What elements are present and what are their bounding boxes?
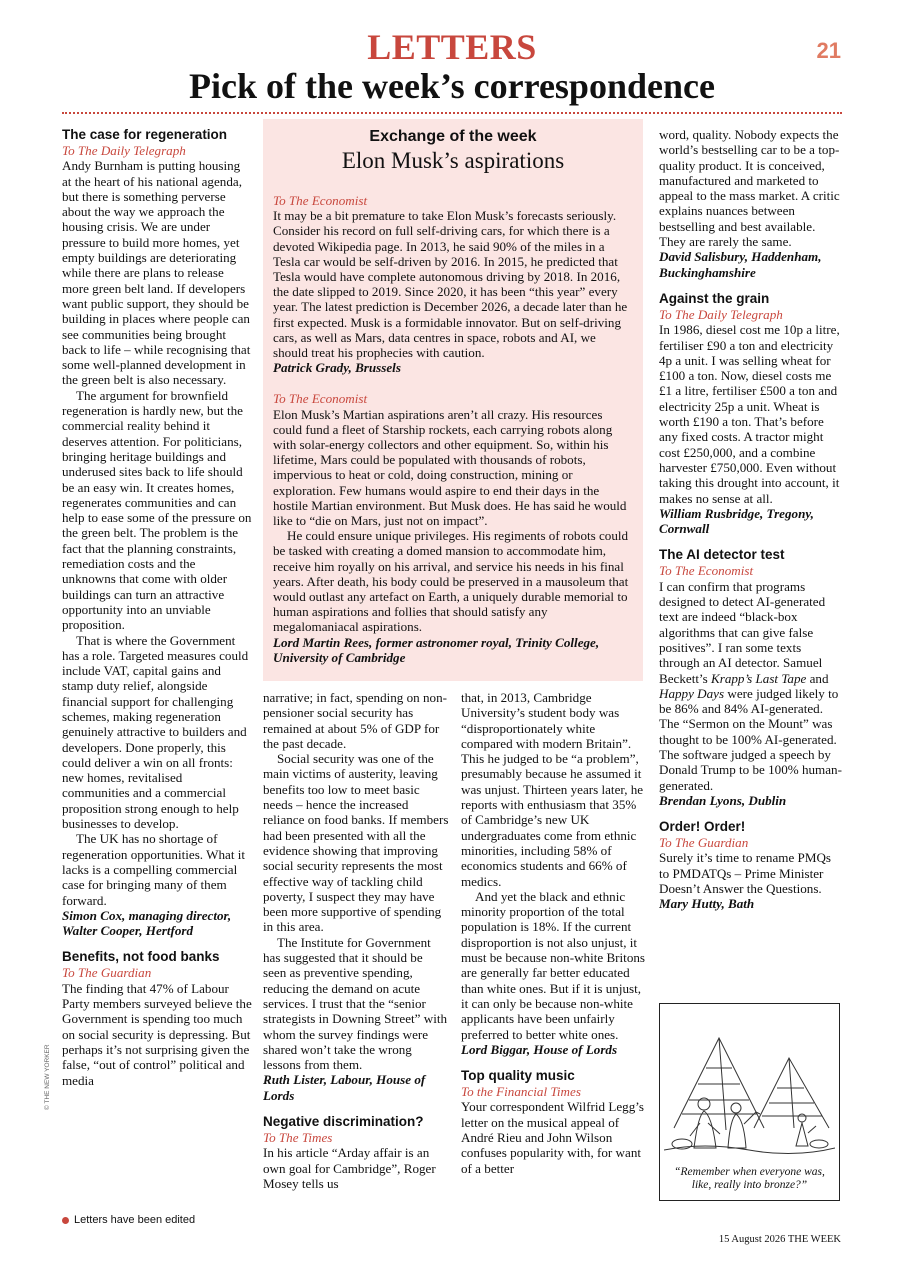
cartoon-caption: “Remember when everyone was, like, really into bronze?”	[674, 1166, 825, 1191]
letter-paragraph: Surely it’s time to rename PMQs to PMDATQs – Prime Minister Doesn’t Answer the Questions.	[659, 850, 832, 897]
letter-heading: Against the grain	[659, 290, 770, 306]
letter-heading: Negative discrimination?	[263, 1114, 424, 1130]
letter-paragraph: And yet the black and ethnic minority proportion of the total population is 18%. If the current disproportion is not also unjust, it must be because non-white Britons are generally far better educated than white ones. But if it is unjust, it can only be because non-white applicants have been unfairly preferred to better white ones.	[461, 888, 646, 1042]
letter-signature: David Salisbury, Haddenham, Buckinghamshire	[659, 249, 822, 280]
letter-signature: Patrick Grady, Brussels	[273, 360, 401, 376]
footnote-text: Letters have been edited	[74, 1214, 196, 1226]
letter-paragraph: He could ensure unique privileges. His regiments of robots could be tasked with creating a domed mansion to accommodate him, receive him royally on his arrival, and service his needs in his final years. After death, his body could be preserved in a mausoleum that would outlast any artefact on Earth, a uniquely durable memorial to human aspirations and follies that should satisfy any megalomaniacal aspirations.	[273, 528, 629, 635]
column-4	[659, 127, 844, 997]
letter-paragraph: The UK has no shortage of regeneration opportunities. What it lacks is a compelling commercial case for bringing many of them forward.	[62, 831, 246, 908]
letter-heading: The AI detector test	[659, 547, 785, 563]
letter-source: To The Guardian	[62, 965, 152, 981]
letter-source: To The Guardian	[659, 835, 749, 851]
letter-paragraph: The argument for brownfield regeneration is hardly new, but the commercial reality behind it deserves attention. For politicians, bringing heritage buildings and underused sites back to life should be an easy win. It creates homes, regenerates communities and can help to ease some of the pressure on the green belt. The problem is the fact that the planning constraints, remediation costs and the unknowns that come with older buildings can turn an attractive opportunity into an unviable proposition.	[62, 387, 252, 633]
letter-signature: Lord Biggar, House of Lords	[461, 1041, 618, 1057]
letter-heading: Top quality music	[461, 1068, 575, 1084]
letter-signature: Brendan Lyons, Dublin	[659, 792, 787, 808]
cartoon	[659, 1003, 840, 1201]
page-subtitle: Pick of the week’s correspondence	[189, 66, 715, 106]
page-header	[62, 28, 842, 106]
exchange-title: Elon Musk’s aspirations	[341, 148, 565, 173]
text-run: I can confirm that programs designed to detect AI-generated text are indeed “black-box algorithms that can give false positives”. I ran some texts through an AI detector. Samuel Beckett’s	[659, 578, 826, 686]
letter-paragraph: In his article “Arday affair is an own goal for Cambridge”, Roger Mosey tells us	[263, 1145, 436, 1191]
letter-signature: Ruth Lister, Labour, House of Lords	[263, 1072, 426, 1103]
letter-signature: Mary Hutty, Bath	[659, 896, 755, 912]
bullet-dot-icon	[62, 1217, 69, 1224]
letter-paragraph: Andy Burnham is putting housing at the heart of his national agenda, but there is something perverse about the way we approach the housing crisis. We are under pressure to build more homes, yet empty buildings are deteriorating while there are plans to release more green belt land. If developers want public support, they should be building in places where people can see communities being brought back to life – while recognising that some well-planned development in the green belt is also necessary.	[62, 158, 251, 388]
text-run: and	[806, 670, 829, 686]
letter-source: To The Economist	[659, 563, 754, 579]
letter-paragraph: Elon Musk’s Martian aspirations aren’t all crazy. His resources could fund a fleet of Starship rockets, each carrying robots along with solar-energy collectors and other equipment. So, within his lifetime, Mars could be populated with thousands of robots, impervious to heat or cold, doing construction, mining or exploration. Few humans would aspire to end their days in the hostile Martian environment. But Musk does. He has said he would like to “die on Mars, just not on impact”.	[273, 406, 627, 529]
exchange-label: Exchange of the week	[369, 128, 537, 145]
letter-heading: The case for regeneration	[62, 127, 228, 142]
header-divider	[62, 112, 842, 114]
letter-paragraph: Your correspondent Wilfrid Legg’s letter on the musical appeal of André Rieu and John Wilson confuses popularity with, for want of a better	[461, 1099, 645, 1176]
letter-paragraph: That is where the Government has a role. Targeted measures could include VAT, capital gains and stamp duty relief, alongside financial support for challenging schemes, making regeneration genuinely attractive to builders and developers. Done properly, this could deliver a win on all fronts: new homes, revitalised communities and a commercial proposition strong enough to help businesses to develop.	[62, 632, 249, 832]
column-3	[461, 690, 647, 1202]
play-title: Happy Days	[659, 685, 725, 701]
exchange-of-the-week-box	[263, 119, 643, 681]
letter-paragraph: Social security was one of the main victims of austerity, leaving benefits too low to meet basic needs – hence the increased reliance on food banks. If members had been presented with all the evidence showing that improving social security represents the most effective way of tackling child poverty, I suspect they may have been more supportive of spending in this area.	[263, 751, 449, 935]
letter-paragraph: narrative; in fact, spending on non-pensioner social security has remained at about 5% of GDP for the past decade.	[263, 690, 447, 751]
page-number: 21	[816, 38, 841, 63]
section-title: LETTERS	[367, 27, 537, 67]
letter-heading: Benefits, not food banks	[62, 949, 220, 965]
letter-source: To the Financial Times	[461, 1084, 581, 1100]
letter-heading: Order! Order!	[659, 819, 746, 835]
letter-source: To The Economist	[273, 193, 368, 208]
letter-source: To The Times	[263, 1130, 333, 1146]
editorial-footnote	[62, 1214, 195, 1226]
column-1	[62, 127, 252, 1202]
letter-paragraph	[659, 579, 844, 793]
letter-source: To The Economist	[273, 391, 368, 407]
letter-signature: Simon Cox, managing director, Walter Cooper, Hertford	[62, 907, 232, 939]
cartoon-credit: © THE NEW YORKER	[44, 1044, 51, 1110]
cartoon-illustration-icon	[664, 1008, 835, 1158]
letter-paragraph: word, quality. Nobody expects the world’s bestselling car to be a top-quality product. It is conceived, manufactured and marketed to appeal to the mass market. A critic explains nuances between bestselling and best available. They are rarely the same.	[659, 127, 840, 250]
letter-paragraph: The finding that 47% of Labour Party members surveyed believe the Government is spending too much on social security is depressing. But perhaps it’s not surprising given the false, “out of control” political and media	[62, 980, 252, 1088]
letter-paragraph: In 1986, diesel cost me 10p a litre, fertiliser £90 a ton and electricity 4p a unit. I was selling wheat for £100 a ton. Now, diesel costs me £1 a litre, fertiliser £500 a ton and electricity 25p a unit. Wheat is worth £190 a ton. That’s before any fixed costs. A tractor might cost £250,000, and a combine harvester £750,000. Even without taking this drought into account, it makes no sense at all.	[659, 322, 840, 506]
letter-signature: William Rusbridge, Tregony, Cornwall	[659, 505, 814, 537]
letter-signature: Lord Martin Rees, former astronomer royal, Trinity College, University of Cambridge	[273, 634, 600, 665]
letter-paragraph: The Institute for Government has suggested that it should be seen as preventive spending, reducing the demand on acute services. I trust that the “senior strategists in Downing Street” with whom the survey findings were shared won’t take the wrong lessons from them.	[263, 934, 448, 1073]
text-run: were judged likely to be 86% and 84% AI-generated. The “Sermon on the Mount” was thought to be 100% AI-generated. The software judged a speech by Donald Trump to be 100% human-generated.	[659, 685, 842, 793]
letter-paragraph: It may be a bit premature to take Elon Musk’s forecasts seriously. Consider his record on full self-driving cars, for which there is a devoted Wikipedia page. In 2013, he said 90% of the miles in a Tesla car would be self-driven by 2016. In 2015, he predicted that Tesla would have complete autonomous driving by 2018. In 2016, the date slipped to 2019. Since 2020, it has been “this year” every year. The latest prediction is December 2026, a decade later than he first expected. Musk is a formidable innovator. But on self-driving cars, as well as Mars, data centres in space, robots and AI, we should treat his prophecies with caution.	[273, 208, 628, 361]
letter-source: To The Daily Telegraph	[62, 143, 186, 158]
page-footer: 15 August 2026 THE WEEK	[718, 1234, 841, 1245]
column-2	[263, 690, 449, 1202]
letter-paragraph: that, in 2013, Cambridge University’s student body was “disproportionately white compared with modern Britain”. This he judged to be “a problem”, presumably because he assumed it was unjust. Thirteen years later, he reports with enthusiasm that 35% of Cambridge’s new UK undergraduates come from ethnic minorities, including 58% of economics students and 66% of medics.	[461, 690, 644, 889]
letter-source: To The Daily Telegraph	[659, 306, 783, 322]
play-title: Krapp’s Last Tape	[711, 670, 807, 686]
